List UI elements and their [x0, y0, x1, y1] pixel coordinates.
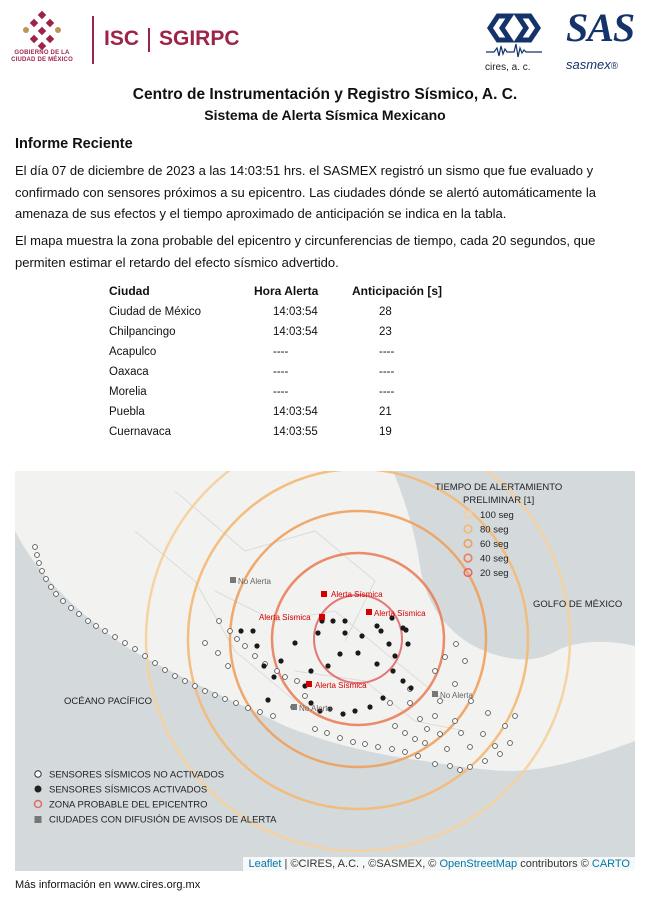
- sensor-inactive: [486, 711, 491, 716]
- sensor-inactive: [35, 553, 40, 558]
- city-alert-marker: [319, 614, 325, 620]
- sensor-active: [352, 708, 357, 713]
- sensor-active: [271, 674, 276, 679]
- sensor-inactive: [508, 741, 513, 746]
- city-no-alert-label: No Alerta: [440, 691, 473, 700]
- divider: [92, 16, 94, 64]
- pacific-label: OCÉANO PACÍFICO: [64, 696, 152, 707]
- sensor-inactive: [408, 701, 413, 706]
- sensor-inactive: [40, 569, 45, 574]
- cell-time: 14:03:54: [273, 406, 318, 418]
- sensor-active: [367, 704, 372, 709]
- time-legend-title-line-1: TIEMPO DE ALERTAMIENTO: [435, 482, 563, 493]
- table-row: [104, 382, 452, 402]
- cell-city: Puebla: [109, 406, 145, 418]
- sgirpc-logo-text: SGIRPC: [159, 27, 240, 50]
- sensor-inactive: [463, 659, 468, 664]
- sensor-inactive: [454, 642, 459, 647]
- sensor-inactive: [143, 654, 148, 659]
- sensor-inactive: [338, 736, 343, 741]
- sensor-inactive: [283, 675, 288, 680]
- sensor-inactive: [448, 764, 453, 769]
- sensor-active: [315, 630, 320, 635]
- sensor-inactive: [481, 732, 486, 737]
- sensor-inactive: [458, 768, 463, 773]
- city-no-alert-label: No Alerta: [299, 704, 332, 713]
- gov-text-line-1: GOBIERNO DE LA: [14, 50, 70, 56]
- sasmex-word: sasmex: [566, 57, 611, 72]
- sensor-inactive: [37, 561, 42, 566]
- sensor-inactive: [271, 714, 276, 719]
- sensor-inactive: [153, 661, 158, 666]
- legend-active-label: SENSORES SÍSMICOS ACTIVADOS: [49, 784, 208, 796]
- sensor-inactive: [363, 742, 368, 747]
- sensor-inactive: [163, 668, 168, 673]
- sensor-inactive: [493, 744, 498, 749]
- sensor-inactive: [94, 624, 99, 629]
- header: [0, 0, 650, 80]
- sensor-active: [254, 643, 259, 648]
- cell-anticipation: 21: [379, 406, 392, 418]
- city-no-alert-marker: [230, 577, 236, 583]
- time-legend-label: 80 seg: [480, 524, 509, 536]
- sensor-inactive: [235, 637, 240, 642]
- sensor-inactive: [33, 545, 38, 550]
- time-legend-label: 60 seg: [480, 539, 509, 550]
- cell-city: Cuernavaca: [109, 426, 172, 438]
- cell-anticipation: ----: [379, 366, 395, 378]
- sensor-inactive: [253, 654, 258, 659]
- legend-inactive-label: SENSORES SÍSMICOS NO ACTIVADOS: [49, 769, 225, 781]
- table-header-row: [104, 280, 452, 302]
- map-description-paragraph: El mapa muestra la zona probable del epicentro y circunferencias de tiempo, cada 20 segundos, que permiten estimar el retardo del efecto sísmico advertido.: [15, 233, 596, 270]
- legend-city-icon: [35, 816, 42, 823]
- sensor-inactive: [213, 693, 218, 698]
- sensor-active: [265, 697, 270, 702]
- sensor-inactive: [246, 706, 251, 711]
- sensor-active: [261, 663, 266, 668]
- table-row: [104, 322, 452, 342]
- table-row: [104, 302, 452, 322]
- osm-link[interactable]: OpenStreetMap: [439, 858, 518, 870]
- legend-inactive-sensor-icon: [35, 771, 41, 777]
- cell-city: Morelia: [109, 386, 147, 398]
- sensor-inactive: [388, 701, 393, 706]
- table-row: [104, 422, 452, 442]
- leaflet-link[interactable]: Leaflet: [248, 858, 282, 870]
- sensor-inactive: [113, 635, 118, 640]
- sensor-inactive: [416, 754, 421, 759]
- cell-city: Chilpancingo: [109, 326, 176, 338]
- sensor-inactive: [351, 740, 356, 745]
- sensor-active: [403, 627, 408, 632]
- sensor-inactive: [498, 752, 503, 757]
- gov-name: [6, 50, 78, 64]
- attribution-contrib: contributors ©: [517, 858, 592, 870]
- sensor-inactive: [459, 731, 464, 736]
- cell-anticipation: 28: [379, 306, 392, 318]
- sas-logo-text: SAS: [566, 5, 635, 50]
- table-row: [104, 342, 452, 362]
- sensor-inactive: [275, 669, 280, 674]
- sensor-inactive: [203, 689, 208, 694]
- sensor-inactive: [216, 651, 221, 656]
- sensor-inactive: [468, 765, 473, 770]
- sensor-active: [238, 628, 243, 633]
- sensor-inactive: [133, 647, 138, 652]
- alert-table: [104, 280, 452, 442]
- sensor-active: [392, 653, 397, 658]
- sensor-active: [278, 658, 283, 663]
- carto-link[interactable]: CARTO: [591, 858, 630, 870]
- sensor-active: [292, 640, 297, 645]
- sensor-inactive: [49, 585, 54, 590]
- gulf-label: GOLFO DE MÉXICO: [533, 599, 623, 610]
- footer-info: Más información en www.cires.org.mx: [15, 879, 201, 891]
- attribution-text: | ©CIRES, A.C. , ©SASMEX, ©: [281, 858, 440, 870]
- sensor-inactive: [86, 619, 91, 624]
- city-no-alert-marker: [432, 691, 438, 697]
- city-alert-label: Alerta Sísmica: [331, 590, 383, 599]
- sensor-inactive: [393, 724, 398, 729]
- sensor-active: [359, 633, 364, 638]
- column-header-anticipation: Anticipación [s]: [352, 284, 443, 298]
- city-no-alert-marker: [291, 704, 297, 710]
- sensor-inactive: [203, 641, 208, 646]
- sensor-inactive: [103, 629, 108, 634]
- sensor-inactive: [433, 762, 438, 767]
- sensor-active: [308, 668, 313, 673]
- sensor-active: [355, 650, 360, 655]
- cell-time: 14:03:54: [273, 306, 318, 318]
- map-canvas[interactable]: [15, 471, 635, 871]
- sensor-active: [374, 623, 379, 628]
- sensor-active: [390, 668, 395, 673]
- sensor-inactive: [228, 629, 233, 634]
- sensor-inactive: [418, 717, 423, 722]
- sensor-inactive: [453, 719, 458, 724]
- sensor-active: [400, 678, 405, 683]
- sensor-active: [330, 618, 335, 623]
- sensor-active: [342, 630, 347, 635]
- sensor-active: [378, 628, 383, 633]
- sensor-inactive: [77, 612, 82, 617]
- divider: [148, 28, 150, 52]
- legend-epicenter-label: ZONA PROBABLE DEL EPICENTRO: [49, 799, 208, 811]
- sensor-inactive: [443, 655, 448, 660]
- sensor-inactive: [193, 684, 198, 689]
- city-alert-marker: [306, 681, 312, 687]
- page-title: Centro de Instrumentación y Registro Sísmico, A. C.: [132, 86, 518, 103]
- sensor-inactive: [403, 750, 408, 755]
- sensor-inactive: [425, 727, 430, 732]
- sensor-inactive: [483, 759, 488, 764]
- cell-anticipation: ----: [379, 346, 395, 358]
- city-alert-label: Alerta Sísmica: [374, 609, 426, 618]
- time-legend-label: 20 seg: [480, 568, 509, 579]
- cell-time: ----: [273, 366, 289, 378]
- sensor-inactive: [217, 619, 222, 624]
- sensor-active: [250, 628, 255, 633]
- sensor-inactive: [313, 727, 318, 732]
- sensor-inactive: [390, 747, 395, 752]
- legend-city-label: CIUDADES CON DIFUSIÓN DE AVISOS DE ALERTA: [49, 814, 277, 826]
- table-row: [104, 362, 452, 382]
- cell-anticipation: 19: [379, 426, 392, 438]
- column-header-city: Ciudad: [109, 284, 150, 298]
- sensor-active: [386, 641, 391, 646]
- sensor-active: [380, 695, 385, 700]
- sensor-inactive: [234, 701, 239, 706]
- sensor-inactive: [243, 644, 248, 649]
- sensor-inactive: [226, 664, 231, 669]
- sensor-inactive: [413, 737, 418, 742]
- cell-city: Ciudad de México: [109, 306, 202, 318]
- cell-time: ----: [273, 386, 289, 398]
- report-paragraph: El día 07 de diciembre de 2023 a las 14:03:51 hrs. el SASMEX registró un sismo que fue evaluado y confirmado con sensores próximos a su epicentro. Las ciudades dónde se alertó automáticamente la amenaza de sus efectos y el tiempo aproximado de anticipación se indica en la tabla.: [15, 163, 596, 221]
- sensor-inactive: [44, 577, 49, 582]
- cell-time: 14:03:55: [273, 426, 318, 438]
- sasmex-logo-text: [566, 57, 618, 72]
- sensor-inactive: [223, 697, 228, 702]
- time-legend-title-line-2: PRELIMINAR [1]: [463, 495, 535, 506]
- sensor-active: [325, 663, 330, 668]
- sensor-inactive: [173, 674, 178, 679]
- sensor-active: [374, 661, 379, 666]
- city-alert-label: Alerta Sísmica: [315, 681, 367, 690]
- sensor-inactive: [423, 741, 428, 746]
- sensor-active: [408, 685, 413, 690]
- cell-city: Acapulco: [109, 346, 157, 358]
- map-attribution: [243, 857, 635, 871]
- sensor-active: [342, 618, 347, 623]
- sensor-inactive: [123, 641, 128, 646]
- sensor-inactive: [61, 599, 66, 604]
- cell-time: ----: [273, 346, 289, 358]
- cell-anticipation: 23: [379, 326, 392, 338]
- sensor-inactive: [295, 679, 300, 684]
- city-alert-label: Alerta Sísmica: [259, 613, 311, 622]
- time-legend-label: 40 seg: [480, 553, 509, 565]
- sensor-inactive: [445, 747, 450, 752]
- sensor-inactive: [325, 731, 330, 736]
- legend-active-sensor-icon: [35, 786, 42, 793]
- city-no-alert-label: No Alerta: [238, 577, 271, 586]
- alert-map[interactable]: [15, 471, 635, 871]
- isc-logo-text: ISC: [104, 27, 140, 50]
- table-row: [104, 402, 452, 422]
- sensor-inactive: [258, 710, 263, 715]
- page-subtitle: Sistema de Alerta Sísmica Mexicano: [204, 107, 446, 123]
- sensor-inactive: [433, 714, 438, 719]
- cell-anticipation: ----: [379, 386, 395, 398]
- section-title: Informe Reciente: [15, 136, 133, 152]
- sensor-inactive: [513, 714, 518, 719]
- gov-text-line-2: CIUDAD DE MÉXICO: [11, 57, 73, 63]
- cell-city: Oaxaca: [109, 366, 149, 378]
- sensor-active: [340, 711, 345, 716]
- city-alert-marker: [321, 591, 327, 597]
- sensor-inactive: [438, 732, 443, 737]
- sensor-inactive: [54, 592, 59, 597]
- sensor-active: [337, 651, 342, 656]
- sensor-active: [405, 641, 410, 646]
- sensor-inactive: [503, 724, 508, 729]
- column-header-time: Hora Alerta: [254, 284, 319, 298]
- sensor-inactive: [303, 694, 308, 699]
- registered-mark: ®: [610, 61, 619, 72]
- sensor-inactive: [376, 745, 381, 750]
- cires-text: cires, a. c.: [485, 62, 531, 73]
- sensor-inactive: [69, 606, 74, 611]
- city-alert-marker: [366, 609, 372, 615]
- sensor-inactive: [403, 731, 408, 736]
- cell-time: 14:03:54: [273, 326, 318, 338]
- sensor-inactive: [183, 679, 188, 684]
- time-legend-label: 100 seg: [480, 510, 514, 521]
- sensor-inactive: [453, 682, 458, 687]
- cires-logo-icon: [484, 8, 544, 58]
- sensor-inactive: [433, 669, 438, 674]
- sensor-inactive: [468, 745, 473, 750]
